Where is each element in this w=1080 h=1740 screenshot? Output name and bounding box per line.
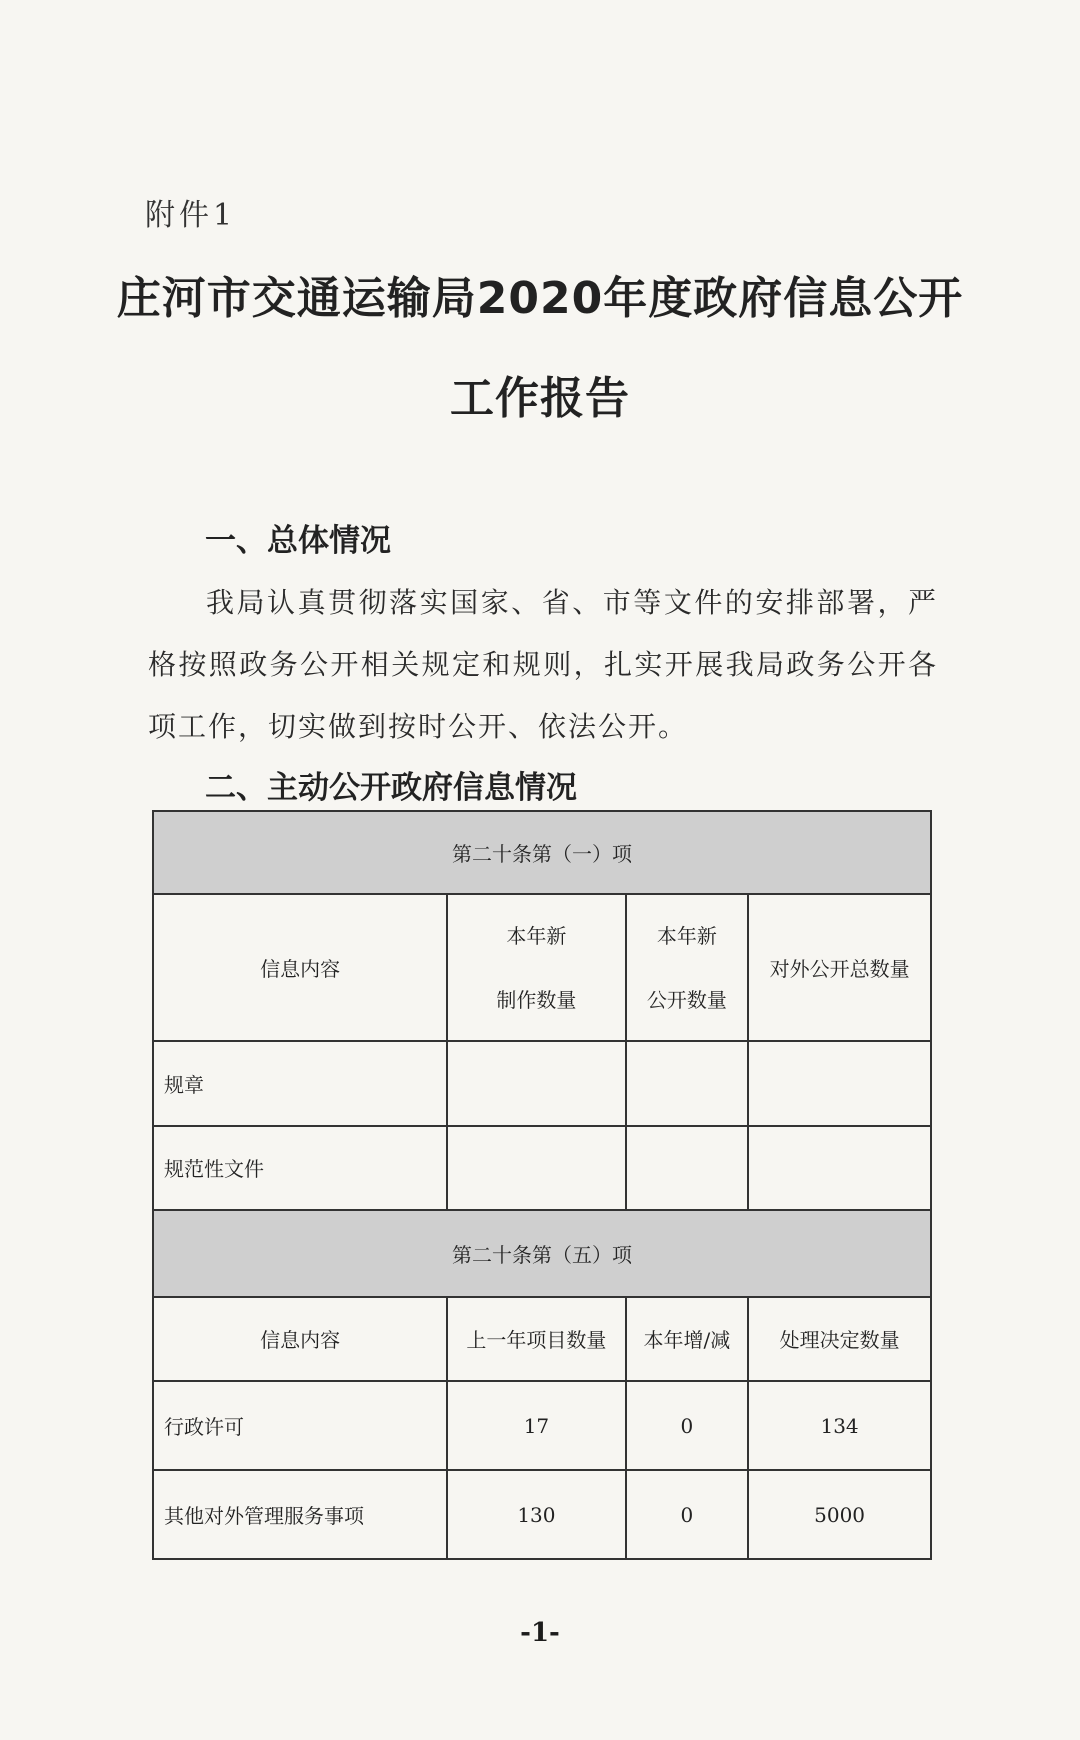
report-title-line1: 庄河市交通运输局2020年度政府信息公开 [116,273,964,324]
page-number: -1- [520,1618,560,1648]
table-row [153,1126,931,1210]
cell-new-made [447,1041,625,1125]
cell-prev: 130 [447,1470,625,1559]
table-row [153,1041,931,1125]
cell-change: 0 [626,1470,749,1559]
header-total-public: 对外公开总数量 [748,894,931,1041]
header-new-public-line1: 本年新 [656,923,717,948]
row-label: 其他对外管理服务事项 [153,1470,447,1559]
overview-paragraph: 我局认真贯彻落实国家、省、市等文件的安排部署，严格按照政务公开相关规定和规则，扎实开展我局政务公开各项工作，切实做到按时公开、依法公开。 [148,586,938,743]
section1-title: 第二十条第（一）项 [153,811,931,894]
section2-title: 第二十条第（五）项 [153,1210,931,1297]
header-new-made-line2: 制作数量 [496,987,577,1012]
cell-decisions: 134 [748,1381,931,1470]
section-heading-active-disclosure: 二、主动公开政府信息情况 [205,770,577,806]
header-decisions: 处理决定数量 [748,1297,931,1381]
header-change: 本年增/减 [626,1297,749,1381]
attachment-label: 附件1 [145,198,237,233]
header-prev-year-count: 上一年项目数量 [447,1297,625,1381]
table-section-header [153,811,931,894]
cell-new-public [626,1041,749,1125]
header-new-public [626,894,749,1041]
table-section-header [153,1210,931,1297]
row-label: 规范性文件 [153,1126,447,1210]
cell-prev: 17 [447,1381,625,1470]
cell-new-made [447,1126,625,1210]
disclosure-table [152,810,932,1560]
header-new-made-line1: 本年新 [506,923,567,948]
table-row [153,1381,931,1470]
header-new-made [447,894,625,1041]
row-label: 规章 [153,1041,447,1125]
cell-total [748,1126,931,1210]
section-heading-overview: 一、总体情况 [205,523,391,559]
cell-total [748,1041,931,1125]
report-title-line2: 工作报告 [450,373,630,424]
table-header-row [153,894,931,1041]
cell-decisions: 5000 [748,1470,931,1559]
row-label: 行政许可 [153,1381,447,1470]
header-info-content: 信息内容 [153,894,447,1041]
header-new-public-line2: 公开数量 [646,987,727,1012]
cell-new-public [626,1126,749,1210]
cell-change: 0 [626,1381,749,1470]
table-header-row [153,1297,931,1381]
table-row [153,1470,931,1559]
header-info-content: 信息内容 [153,1297,447,1381]
